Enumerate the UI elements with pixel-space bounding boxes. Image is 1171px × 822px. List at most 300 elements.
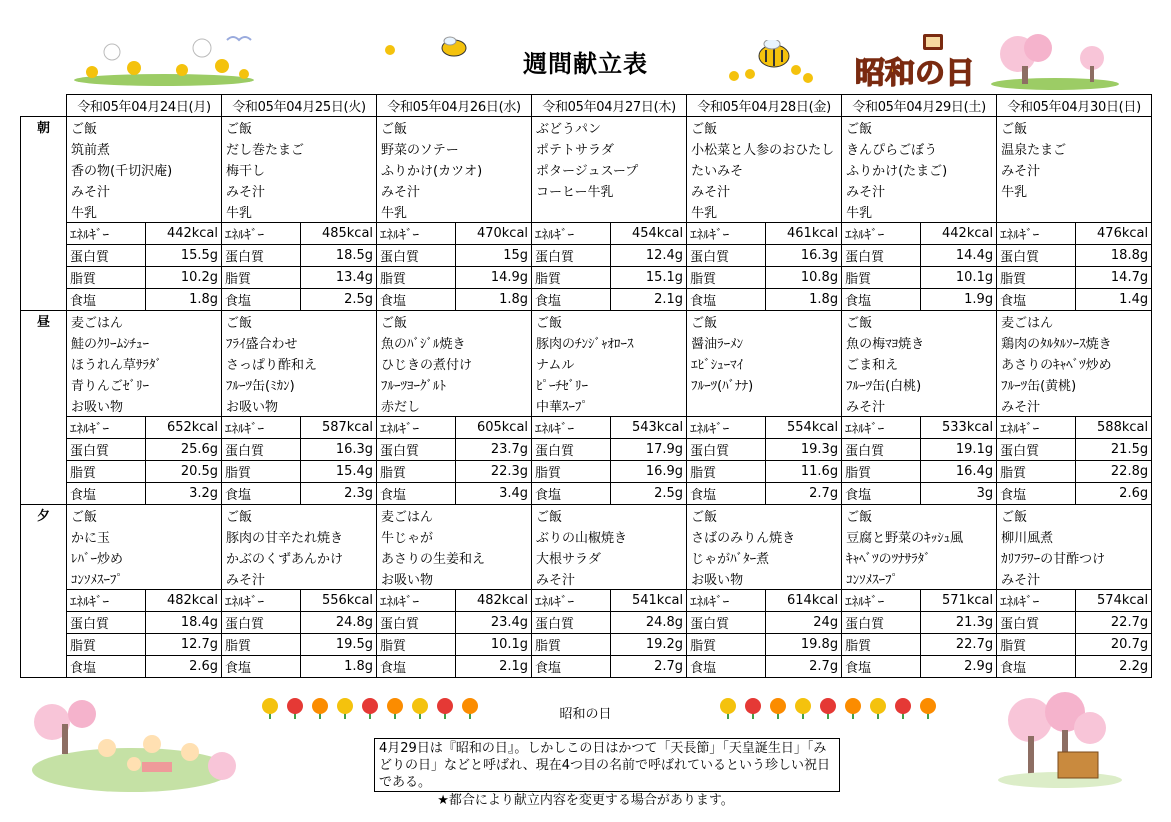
nutrient-value: 18.4g bbox=[146, 612, 222, 634]
dish-cell: ご飯 bbox=[997, 505, 1152, 527]
tulip-flower bbox=[845, 698, 861, 714]
nutrient-label: ｴﾈﾙｷﾞｰ bbox=[687, 590, 766, 612]
dish-cell: 大根サラダ bbox=[532, 547, 687, 568]
nutrient-value: 482kcal bbox=[456, 590, 532, 612]
nutrient-label: 蛋白質 bbox=[67, 245, 146, 267]
dish-cell: 赤だし bbox=[377, 395, 532, 417]
note-title: 昭和の日 bbox=[559, 707, 612, 722]
nutrient-value: 454kcal bbox=[611, 223, 687, 245]
nutrition-row bbox=[21, 461, 1152, 483]
dish-cell: 牛乳 bbox=[842, 201, 997, 223]
nutrient-label: 蛋白質 bbox=[997, 612, 1076, 634]
dish-cell: さっぱり酢和え bbox=[222, 353, 377, 374]
nutrient-value: 14.7g bbox=[1076, 267, 1152, 289]
nutrient-value: 470kcal bbox=[456, 223, 532, 245]
nutrition-row bbox=[21, 439, 1152, 461]
nutrient-label: 脂質 bbox=[377, 634, 456, 656]
nutrient-value: 2.9g bbox=[921, 656, 997, 678]
nutrient-value: 12.7g bbox=[146, 634, 222, 656]
nutrient-label: ｴﾈﾙｷﾞｰ bbox=[222, 590, 301, 612]
dish-row bbox=[21, 117, 1152, 139]
dish-cell: ﾚﾊﾞｰ炒め bbox=[67, 547, 222, 568]
dish-cell: きんぴらごぼう bbox=[842, 138, 997, 159]
nutrition-row bbox=[21, 223, 1152, 245]
nutrient-value: 461kcal bbox=[766, 223, 842, 245]
dish-cell: たいみそ bbox=[687, 159, 842, 180]
nutrient-label: 脂質 bbox=[687, 267, 766, 289]
dish-cell: ご飯 bbox=[842, 311, 997, 333]
tv-icon bbox=[921, 30, 947, 52]
nutrient-value: 2.7g bbox=[766, 656, 842, 678]
dish-cell: みそ汁 bbox=[532, 568, 687, 590]
nutrient-label: 食塩 bbox=[222, 656, 301, 678]
nutrient-label: 脂質 bbox=[67, 267, 146, 289]
nutrition-row bbox=[21, 656, 1152, 678]
nutrient-value: 3.2g bbox=[146, 483, 222, 505]
nutrient-value: 24.8g bbox=[611, 612, 687, 634]
nutrient-label: ｴﾈﾙｷﾞｰ bbox=[997, 417, 1076, 439]
dish-cell: ご飯 bbox=[222, 311, 377, 333]
nutrient-value: 16.9g bbox=[611, 461, 687, 483]
nutrient-label: 食塩 bbox=[687, 289, 766, 311]
nutrition-row bbox=[21, 612, 1152, 634]
dish-cell: 魚のﾊﾞｼﾞﾙ焼き bbox=[377, 332, 532, 353]
nutrient-label: ｴﾈﾙｷﾞｰ bbox=[222, 223, 301, 245]
tulip-flower bbox=[287, 698, 303, 714]
dish-cell: 小松菜と人参のおひたし bbox=[687, 138, 842, 159]
tulip-flower bbox=[745, 698, 761, 714]
nutrient-label: ｴﾈﾙｷﾞｰ bbox=[67, 590, 146, 612]
nutrient-value: 10.1g bbox=[921, 267, 997, 289]
dish-cell: 牛乳 bbox=[997, 180, 1152, 201]
dish-cell: ご飯 bbox=[67, 505, 222, 527]
dish-cell: ご飯 bbox=[997, 117, 1152, 139]
nutrient-value: 22.7g bbox=[1076, 612, 1152, 634]
dish-cell: 豚肉のﾁﾝｼﾞｬｵﾛｰｽ bbox=[532, 332, 687, 353]
dish-row bbox=[21, 180, 1152, 201]
date-header: 令和05年04月26日(水) bbox=[377, 95, 532, 117]
dish-cell: 筑前煮 bbox=[67, 138, 222, 159]
nutrient-label: ｴﾈﾙｷﾞｰ bbox=[687, 223, 766, 245]
tulip-flower bbox=[362, 698, 378, 714]
nutrient-label: 食塩 bbox=[532, 289, 611, 311]
weekly-menu-table bbox=[20, 94, 1152, 678]
nutrition-row bbox=[21, 590, 1152, 612]
nutrient-value: 1.8g bbox=[146, 289, 222, 311]
nutrient-label: ｴﾈﾙｷﾞｰ bbox=[377, 223, 456, 245]
dish-cell: ﾌﾙｰﾂﾖｰｸﾞﾙﾄ bbox=[377, 374, 532, 395]
nutrient-label: 蛋白質 bbox=[377, 612, 456, 634]
nutrient-label: 食塩 bbox=[67, 289, 146, 311]
nutrient-value: 21.3g bbox=[921, 612, 997, 634]
dish-cell bbox=[997, 201, 1152, 223]
dish-cell: ポテトサラダ bbox=[532, 138, 687, 159]
nutrient-label: 蛋白質 bbox=[377, 439, 456, 461]
dish-cell: お吸い物 bbox=[377, 568, 532, 590]
nutrient-label: 食塩 bbox=[687, 483, 766, 505]
nutrient-label: 脂質 bbox=[687, 634, 766, 656]
dish-cell: 牛乳 bbox=[377, 201, 532, 223]
nutrient-label: 脂質 bbox=[67, 461, 146, 483]
nutrient-label: 蛋白質 bbox=[842, 245, 921, 267]
dish-cell: ご飯 bbox=[687, 117, 842, 139]
nutrient-label: 脂質 bbox=[222, 267, 301, 289]
nutrient-label: 脂質 bbox=[842, 634, 921, 656]
nutrient-value: 2.7g bbox=[766, 483, 842, 505]
dish-cell: ご飯 bbox=[532, 505, 687, 527]
nutrient-label: 蛋白質 bbox=[842, 439, 921, 461]
dish-cell: 牛乳 bbox=[687, 201, 842, 223]
dish-cell: ご飯 bbox=[377, 311, 532, 333]
date-header: 令和05年04月30日(日) bbox=[997, 95, 1152, 117]
nutrient-label: 蛋白質 bbox=[222, 245, 301, 267]
nutrient-label: 脂質 bbox=[997, 634, 1076, 656]
nutrient-label: ｴﾈﾙｷﾞｰ bbox=[377, 590, 456, 612]
nutrient-value: 2.7g bbox=[611, 656, 687, 678]
dish-cell: 牛じゃが bbox=[377, 526, 532, 547]
nutrient-value: 19.8g bbox=[766, 634, 842, 656]
nutrient-label: ｴﾈﾙｷﾞｰ bbox=[532, 590, 611, 612]
dish-cell: みそ汁 bbox=[997, 568, 1152, 590]
nutrient-value: 541kcal bbox=[611, 590, 687, 612]
dish-cell: 香の物(千切沢庵) bbox=[67, 159, 222, 180]
nutrient-label: ｴﾈﾙｷﾞｰ bbox=[377, 417, 456, 439]
nutrient-value: 17.9g bbox=[611, 439, 687, 461]
nutrient-value: 652kcal bbox=[146, 417, 222, 439]
dish-cell: ｶﾘﾌﾗﾜｰの甘酢つけ bbox=[997, 547, 1152, 568]
dish-cell: ご飯 bbox=[687, 505, 842, 527]
tulip-flower bbox=[462, 698, 478, 714]
nutrient-value: 588kcal bbox=[1076, 417, 1152, 439]
nutrient-label: 脂質 bbox=[222, 634, 301, 656]
dish-cell: ｴﾋﾞｼｭｰﾏｲ bbox=[687, 353, 842, 374]
dish-cell: ご飯 bbox=[222, 117, 377, 139]
note-box: 4月29日は『昭和の日』。しかしこの日はかつて「天長節」「天皇誕生日」「みどりの日」などと呼ばれ、現在4つ目の名前で呼ばれているという珍しい祝日である。 bbox=[374, 738, 840, 792]
nutrient-label: ｴﾈﾙｷﾞｰ bbox=[222, 417, 301, 439]
nutrient-value: 24g bbox=[766, 612, 842, 634]
dish-cell: 麦ごはん bbox=[67, 311, 222, 333]
dish-cell: ポタージュスープ bbox=[532, 159, 687, 180]
date-header: 令和05年04月25日(火) bbox=[222, 95, 377, 117]
nutrient-value: 1.8g bbox=[766, 289, 842, 311]
meal-label: 昼 bbox=[21, 311, 67, 505]
tulip-flower bbox=[262, 698, 278, 714]
nutrient-label: 脂質 bbox=[377, 461, 456, 483]
dish-cell: みそ汁 bbox=[687, 180, 842, 201]
dish-row bbox=[21, 568, 1152, 590]
nutrient-label: 脂質 bbox=[687, 461, 766, 483]
cherry-blossom-bento-illustration bbox=[990, 690, 1125, 790]
nutrient-value: 13.4g bbox=[301, 267, 377, 289]
tulip-flower bbox=[870, 698, 886, 714]
nutrient-label: 脂質 bbox=[222, 461, 301, 483]
nutrient-label: 蛋白質 bbox=[532, 245, 611, 267]
dish-cell: ふりかけ(たまご) bbox=[842, 159, 997, 180]
nutrient-label: 食塩 bbox=[67, 483, 146, 505]
nutrient-value: 18.8g bbox=[1076, 245, 1152, 267]
tulip-row-left-illustration bbox=[258, 697, 488, 721]
dish-row bbox=[21, 159, 1152, 180]
dish-cell: ぶどうパン bbox=[532, 117, 687, 139]
nutrition-row bbox=[21, 245, 1152, 267]
nutrition-row bbox=[21, 267, 1152, 289]
nutrient-label: ｴﾈﾙｷﾞｰ bbox=[842, 590, 921, 612]
nutrient-label: 蛋白質 bbox=[687, 612, 766, 634]
nutrient-value: 2.5g bbox=[301, 289, 377, 311]
nutrient-label: 食塩 bbox=[997, 656, 1076, 678]
nutrient-value: 14.4g bbox=[921, 245, 997, 267]
nutrient-value: 12.4g bbox=[611, 245, 687, 267]
dish-row bbox=[21, 547, 1152, 568]
nutrient-value: 1.9g bbox=[921, 289, 997, 311]
nutrient-value: 1.8g bbox=[301, 656, 377, 678]
dish-cell: じゃがﾊﾞﾀｰ煮 bbox=[687, 547, 842, 568]
nutrient-label: ｴﾈﾙｷﾞｰ bbox=[842, 417, 921, 439]
nutrient-value: 23.7g bbox=[456, 439, 532, 461]
dish-cell: 野菜のソテー bbox=[377, 138, 532, 159]
nutrient-value: 556kcal bbox=[301, 590, 377, 612]
dish-cell: 鶏肉のﾀﾙﾀﾙｿｰｽ焼き bbox=[997, 332, 1152, 353]
nutrient-value: 571kcal bbox=[921, 590, 997, 612]
dish-cell: ご飯 bbox=[222, 505, 377, 527]
nutrient-label: 脂質 bbox=[997, 267, 1076, 289]
dish-cell: さばのみりん焼き bbox=[687, 526, 842, 547]
page-title: 週間献立表 bbox=[523, 50, 648, 78]
dish-cell: かぶのくずあんかけ bbox=[222, 547, 377, 568]
nutrient-value: 533kcal bbox=[921, 417, 997, 439]
date-header: 令和05年04月27日(木) bbox=[532, 95, 687, 117]
nutrient-label: 蛋白質 bbox=[222, 439, 301, 461]
nutrient-value: 19.3g bbox=[766, 439, 842, 461]
dish-cell: 鮭のｸﾘｰﾑｼﾁｭｰ bbox=[67, 332, 222, 353]
nutrition-row bbox=[21, 417, 1152, 439]
nutrient-value: 10.8g bbox=[766, 267, 842, 289]
dish-cell: かに玉 bbox=[67, 526, 222, 547]
nutrient-label: 脂質 bbox=[67, 634, 146, 656]
nutrient-value: 2.6g bbox=[146, 656, 222, 678]
nutrient-label: 脂質 bbox=[532, 461, 611, 483]
nutrient-value: 15.1g bbox=[611, 267, 687, 289]
cherry-blossom-tree-illustration bbox=[988, 32, 1123, 90]
dish-cell: 豆腐と野菜のｷｯｼｭ風 bbox=[842, 526, 997, 547]
dish-cell: コーヒー牛乳 bbox=[532, 180, 687, 201]
footer-notice: ★都合により献立内容を変更する場合があります。 bbox=[437, 793, 734, 808]
nutrient-value: 19.1g bbox=[921, 439, 997, 461]
nutrient-value: 11.6g bbox=[766, 461, 842, 483]
dish-cell: だし巻たまご bbox=[222, 138, 377, 159]
dish-cell: 牛乳 bbox=[67, 201, 222, 223]
nutrient-label: 食塩 bbox=[377, 483, 456, 505]
dish-cell bbox=[687, 395, 842, 417]
nutrient-value: 16.3g bbox=[766, 245, 842, 267]
nutrient-label: ｴﾈﾙｷﾞｰ bbox=[842, 223, 921, 245]
nutrient-value: 485kcal bbox=[301, 223, 377, 245]
nutrient-label: 脂質 bbox=[842, 461, 921, 483]
dish-cell: みそ汁 bbox=[842, 395, 997, 417]
dish-cell: ｺﾝｿﾒｽｰﾌﾟ bbox=[67, 568, 222, 590]
nutrient-value: 23.4g bbox=[456, 612, 532, 634]
nutrient-value: 1.8g bbox=[456, 289, 532, 311]
dish-row bbox=[21, 332, 1152, 353]
meal-label: 夕 bbox=[21, 505, 67, 678]
dish-cell: ご飯 bbox=[377, 117, 532, 139]
dish-cell: お吸い物 bbox=[687, 568, 842, 590]
nutrient-label: 食塩 bbox=[377, 656, 456, 678]
dish-cell: ご飯 bbox=[67, 117, 222, 139]
nutrient-label: 蛋白質 bbox=[997, 245, 1076, 267]
dish-cell: ﾌﾙｰﾂ缶(黄桃) bbox=[997, 374, 1152, 395]
tulip-flower bbox=[720, 698, 736, 714]
dish-row bbox=[21, 374, 1152, 395]
dish-cell: お吸い物 bbox=[222, 395, 377, 417]
nutrient-value: 614kcal bbox=[766, 590, 842, 612]
nutrient-label: ｴﾈﾙｷﾞｰ bbox=[67, 223, 146, 245]
nutrient-value: 18.5g bbox=[301, 245, 377, 267]
dish-cell: ふりかけ(カツオ) bbox=[377, 159, 532, 180]
nutrient-label: 脂質 bbox=[532, 267, 611, 289]
nutrient-value: 15g bbox=[456, 245, 532, 267]
dish-cell: ぶりの山椒焼き bbox=[532, 526, 687, 547]
nutrient-value: 25.6g bbox=[146, 439, 222, 461]
nutrient-label: 蛋白質 bbox=[687, 439, 766, 461]
dish-cell: ナムル bbox=[532, 353, 687, 374]
nutrient-value: 14.9g bbox=[456, 267, 532, 289]
dish-cell: ｺﾝｿﾒｽｰﾌﾟ bbox=[842, 568, 997, 590]
dish-cell: みそ汁 bbox=[842, 180, 997, 201]
nutrient-value: 19.5g bbox=[301, 634, 377, 656]
tulip-flower bbox=[920, 698, 936, 714]
dish-cell: 温泉たまご bbox=[997, 138, 1152, 159]
nutrient-value: 21.5g bbox=[1076, 439, 1152, 461]
nutrient-label: 蛋白質 bbox=[842, 612, 921, 634]
dish-cell: 麦ごはん bbox=[997, 311, 1152, 333]
dish-cell: 麦ごはん bbox=[377, 505, 532, 527]
nutrient-label: ｴﾈﾙｷﾞｰ bbox=[532, 417, 611, 439]
dish-cell: ごま和え bbox=[842, 353, 997, 374]
nutrient-label: ｴﾈﾙｷﾞｰ bbox=[997, 590, 1076, 612]
nutrient-label: 食塩 bbox=[997, 483, 1076, 505]
nutrient-label: 食塩 bbox=[997, 289, 1076, 311]
dish-cell: みそ汁 bbox=[67, 180, 222, 201]
nutrient-value: 19.2g bbox=[611, 634, 687, 656]
nutrient-label: 脂質 bbox=[842, 267, 921, 289]
nutrient-value: 3.4g bbox=[456, 483, 532, 505]
dish-cell: ご飯 bbox=[532, 311, 687, 333]
nutrient-label: 食塩 bbox=[532, 656, 611, 678]
dish-row bbox=[21, 526, 1152, 547]
nutrient-value: 22.7g bbox=[921, 634, 997, 656]
nutrient-value: 15.5g bbox=[146, 245, 222, 267]
tulip-flower bbox=[337, 698, 353, 714]
nutrient-label: 蛋白質 bbox=[532, 612, 611, 634]
dish-cell: ほうれん草ｻﾗﾀﾞ bbox=[67, 353, 222, 374]
nutrient-label: ｴﾈﾙｷﾞｰ bbox=[67, 417, 146, 439]
dandelion-field-illustration bbox=[72, 32, 257, 87]
dish-cell: 柳川風煮 bbox=[997, 526, 1152, 547]
nutrient-value: 2.5g bbox=[611, 483, 687, 505]
dish-cell: ﾌﾗｲ盛合わせ bbox=[222, 332, 377, 353]
nutrient-value: 20.7g bbox=[1076, 634, 1152, 656]
dish-cell: ﾌﾙｰﾂ缶(ﾐｶﾝ) bbox=[222, 374, 377, 395]
corner-cell bbox=[21, 95, 67, 117]
meal-label: 朝 bbox=[21, 117, 67, 311]
tulip-flower bbox=[770, 698, 786, 714]
nutrient-value: 554kcal bbox=[766, 417, 842, 439]
nutrient-value: 482kcal bbox=[146, 590, 222, 612]
nutrient-label: 脂質 bbox=[377, 267, 456, 289]
nutrient-value: 16.3g bbox=[301, 439, 377, 461]
dish-cell: みそ汁 bbox=[997, 159, 1152, 180]
nutrition-row bbox=[21, 634, 1152, 656]
dish-cell: ひじきの煮付け bbox=[377, 353, 532, 374]
nutrition-row bbox=[21, 483, 1152, 505]
date-header: 令和05年04月24日(月) bbox=[67, 95, 222, 117]
date-header-row bbox=[21, 95, 1152, 117]
dish-cell: 梅干し bbox=[222, 159, 377, 180]
dish-cell: ご飯 bbox=[687, 311, 842, 333]
nutrient-value: 2.1g bbox=[456, 656, 532, 678]
tulip-flower bbox=[412, 698, 428, 714]
bee-icon bbox=[382, 36, 472, 64]
tulip-flower bbox=[820, 698, 836, 714]
dish-cell: ﾋﾟｰﾁｾﾞﾘｰ bbox=[532, 374, 687, 395]
nutrient-value: 476kcal bbox=[1076, 223, 1152, 245]
dish-row bbox=[21, 395, 1152, 417]
nutrient-label: 食塩 bbox=[842, 656, 921, 678]
dish-cell: ご飯 bbox=[842, 117, 997, 139]
nutrient-value: 442kcal bbox=[146, 223, 222, 245]
dish-cell: みそ汁 bbox=[997, 395, 1152, 417]
nutrient-value: 16.4g bbox=[921, 461, 997, 483]
dish-cell: ﾌﾙｰﾂ缶(白桃) bbox=[842, 374, 997, 395]
nutrient-value: 15.4g bbox=[301, 461, 377, 483]
tulip-flower bbox=[895, 698, 911, 714]
nutrient-label: 蛋白質 bbox=[67, 612, 146, 634]
dish-row bbox=[21, 505, 1152, 527]
dish-cell: 豚肉の甘辛たれ焼き bbox=[222, 526, 377, 547]
dish-cell: あさりのｷｬﾍﾞﾂ炒め bbox=[997, 353, 1152, 374]
nutrient-label: 脂質 bbox=[532, 634, 611, 656]
tulip-flower bbox=[387, 698, 403, 714]
nutrient-value: 24.8g bbox=[301, 612, 377, 634]
nutrient-value: 22.8g bbox=[1076, 461, 1152, 483]
picnic-family-illustration bbox=[22, 700, 247, 795]
nutrient-label: 蛋白質 bbox=[687, 245, 766, 267]
dish-cell: 魚の梅ﾏﾖ焼き bbox=[842, 332, 997, 353]
nutrient-value: 2.2g bbox=[1076, 656, 1152, 678]
nutrient-label: 脂質 bbox=[997, 461, 1076, 483]
dish-cell: ご飯 bbox=[842, 505, 997, 527]
dish-cell: 中華ｽｰﾌﾟ bbox=[532, 395, 687, 417]
bee-flowers-illustration bbox=[722, 40, 817, 85]
nutrient-label: 蛋白質 bbox=[377, 245, 456, 267]
dish-cell: みそ汁 bbox=[377, 180, 532, 201]
nutrient-value: 2.3g bbox=[301, 483, 377, 505]
dish-row bbox=[21, 201, 1152, 223]
nutrient-label: ｴﾈﾙｷﾞｰ bbox=[997, 223, 1076, 245]
nutrient-label: 蛋白質 bbox=[997, 439, 1076, 461]
date-header: 令和05年04月28日(金) bbox=[687, 95, 842, 117]
nutrient-label: 食塩 bbox=[687, 656, 766, 678]
dish-cell: あさりの生姜和え bbox=[377, 547, 532, 568]
nutrient-label: 食塩 bbox=[842, 289, 921, 311]
showa-no-hi-logo: 昭和の日 bbox=[855, 56, 975, 91]
nutrient-value: 605kcal bbox=[456, 417, 532, 439]
tulip-flower bbox=[795, 698, 811, 714]
date-header: 令和05年04月29日(土) bbox=[842, 95, 997, 117]
nutrient-label: ｴﾈﾙｷﾞｰ bbox=[687, 417, 766, 439]
nutrient-value: 543kcal bbox=[611, 417, 687, 439]
